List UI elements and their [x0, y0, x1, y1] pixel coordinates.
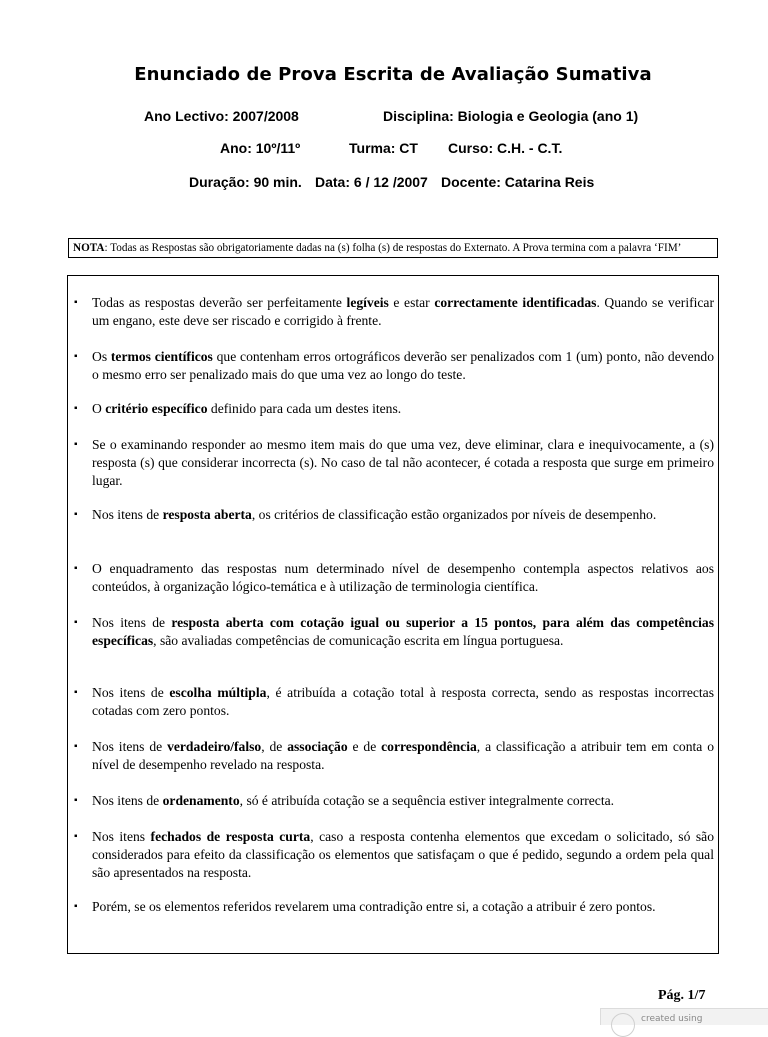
exam-date: Data: 6 / 12 /2007 — [315, 174, 428, 190]
grading-rule-text — [74, 738, 714, 774]
emphasized-term: critério específico — [105, 401, 208, 416]
emphasized-term: fechados de resposta curta — [150, 829, 311, 844]
duration: Duração: 90 min. — [189, 174, 302, 190]
rule-text-segment: que contenham erros ortográficos deverão ser penalizados com 1 (um) ponto, não devendo o mesmo erro ser penalizado mais do que uma vez ao longo do teste. — [92, 349, 714, 382]
grading-rule — [74, 506, 714, 524]
grading-rule — [74, 684, 714, 720]
course: Curso: C.H. - C.T. — [448, 140, 563, 156]
grading-rule-text — [74, 348, 714, 384]
rule-text-segment: Os — [92, 349, 111, 364]
rule-text-segment: , é atribuída a cotação total à resposta correcta, sendo as respostas incorrectas cotadas com zero pontos. — [92, 685, 714, 718]
emphasized-term: resposta aberta — [162, 507, 252, 522]
rule-text-segment: , a classificação a atribuir tem em conta o nível de desempenho revelado na resposta. — [92, 739, 714, 772]
emphasized-term: associação — [287, 739, 348, 754]
emphasized-term: verdadeiro/falso — [167, 739, 262, 754]
emphasized-term: escolha múltipla — [169, 685, 267, 700]
bullet-icon: ▪ — [74, 901, 78, 912]
emphasized-term: resposta aberta com cotação igual ou superior a 15 pontos, para além das competências específicas — [92, 615, 714, 648]
emphasized-term: termos científicos — [110, 349, 213, 364]
bullet-icon: ▪ — [74, 831, 78, 842]
rule-text-segment: Nos itens de — [92, 685, 170, 700]
bullet-icon: ▪ — [74, 403, 78, 414]
grading-rule — [74, 436, 714, 490]
rule-text-segment: Nos itens de — [92, 615, 172, 630]
grading-rule-text — [74, 684, 714, 720]
grading-rule-text — [74, 294, 714, 330]
grading-rule-text — [74, 560, 714, 596]
emphasized-term: legíveis — [346, 295, 389, 310]
rule-text-segment: Porém, se os elementos referidos revelarem uma contradição entre si, a cotação a atribuir é zero pontos. — [92, 899, 656, 914]
grading-rule — [74, 792, 714, 810]
emphasized-term: correctamente identificadas — [434, 295, 597, 310]
rule-text-segment: Nos itens de — [92, 507, 163, 522]
grading-rule — [74, 348, 714, 384]
note-text: : Todas as Respostas são obrigatoriamente dadas na (s) folha (s) de respostas do Externato. A Prova termina com a palavra ‘FIM’ — [104, 242, 682, 254]
rule-text-segment: , de — [261, 739, 288, 754]
rule-text-segment: Nos itens de — [92, 739, 168, 754]
rule-text-segment: . Quando se verificar um engano, este deve ser riscado e corrigido à frente. — [92, 295, 714, 328]
grading-rules-box — [67, 275, 719, 954]
grading-rule — [74, 400, 714, 418]
teacher: Docente: Catarina Reis — [441, 174, 595, 190]
bullet-icon: ▪ — [74, 351, 78, 362]
bullet-icon: ▪ — [74, 297, 78, 308]
bullet-icon: ▪ — [74, 617, 78, 628]
rule-text-segment: e estar — [388, 295, 435, 310]
emphasized-term: ordenamento — [162, 793, 240, 808]
class-group: Turma: CT — [349, 140, 418, 156]
rule-text-segment: , são avaliadas competências de comunicação escrita em língua portuguesa. — [153, 633, 564, 648]
grading-rule-text — [74, 436, 714, 490]
watermark-badge — [600, 1008, 768, 1025]
rule-text-segment: , os critérios de classificação estão organizados por níveis de desempenho. — [251, 507, 657, 522]
rule-text-segment: e de — [347, 739, 382, 754]
rule-text-segment: Nos itens — [92, 829, 151, 844]
rule-text-segment: Todas as respostas deverão ser perfeitamente — [92, 295, 347, 310]
emphasized-term: correspondência — [381, 739, 477, 754]
rule-text-segment: O enquadramento das respostas num determinado nível de desempenho contempla aspectos relativos aos conteúdos, à organização lógico-temática e à utilização de terminologia científica. — [92, 561, 714, 594]
grading-rule — [74, 294, 714, 330]
grading-rule — [74, 560, 714, 596]
bullet-icon: ▪ — [74, 509, 78, 520]
grading-rule-text — [74, 400, 714, 418]
grading-rule-text — [74, 898, 714, 916]
grading-rule-text — [74, 614, 714, 650]
note-label: NOTA — [73, 242, 105, 254]
page-number: Pág. 1/7 — [658, 988, 706, 1003]
school-year: Ano Lectivo: 2007/2008 — [144, 108, 299, 124]
note-box — [68, 238, 718, 258]
bullet-icon: ▪ — [74, 563, 78, 574]
grading-rule — [74, 898, 714, 916]
rule-text-segment: O — [92, 401, 106, 416]
rule-text-segment: , só é atribuída cotação se a sequência estiver integralmente correcta. — [239, 793, 615, 808]
school-grade: Ano: 10º/11º — [220, 140, 301, 156]
grading-rule-text — [74, 792, 714, 810]
bullet-icon: ▪ — [74, 741, 78, 752]
rule-text-segment: Se o examinando responder ao mesmo item mais do que uma vez, deve eliminar, clara e inequivocamente, a (s) resposta (s) que considerar incorrecta (s). No caso de tal não acontecer, é cotada a resposta que surge em primeiro lugar. — [92, 437, 714, 488]
grading-rule-text — [74, 828, 714, 882]
watermark-logo-icon — [611, 1013, 635, 1037]
rule-text-segment: , caso a resposta contenha elementos que excedam o solicitado, só são considerados para efeito da classificação os elementos que satisfaçam o que é pedido, segundo a ordem pela qual são apresentados na resposta. — [92, 829, 714, 880]
bullet-icon: ▪ — [74, 687, 78, 698]
document-title: Enunciado de Prova Escrita de Avaliação Sumativa — [134, 64, 652, 85]
rule-text-segment: Nos itens de — [92, 793, 163, 808]
grading-rule — [74, 614, 714, 650]
grading-rule-text — [74, 506, 714, 524]
bullet-icon: ▪ — [74, 795, 78, 806]
grading-rule — [74, 738, 714, 774]
rule-text-segment: definido para cada um destes itens. — [207, 401, 402, 416]
watermark-text: created using — [641, 1014, 703, 1024]
grading-rule — [74, 828, 714, 882]
bullet-icon: ▪ — [74, 439, 78, 450]
subject: Disciplina: Biologia e Geologia (ano 1) — [383, 108, 639, 124]
